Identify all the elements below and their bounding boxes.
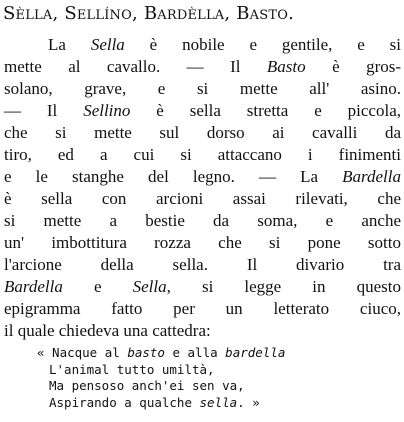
paragraph-line: [4, 298, 401, 320]
paragraph-line: [4, 276, 401, 298]
text-run: è gros-: [305, 57, 402, 76]
paragraph-line: [4, 320, 401, 342]
paragraph-line: [4, 254, 401, 276]
poem-line: [37, 362, 377, 379]
italic-term: Sellino: [83, 101, 131, 120]
paragraph-line: [4, 188, 401, 210]
entry-paragraph: [4, 34, 401, 342]
italic-term: Sella: [90, 35, 125, 54]
paragraph-line: [4, 166, 401, 188]
epigram-quote: [37, 345, 377, 411]
italic-term: Basto: [266, 57, 306, 76]
text-run: un' imbottitura rozza che si pone sotto: [4, 233, 401, 252]
paragraph-line: [4, 100, 401, 122]
text-run: che si mette sul dorso ai cavalli da: [4, 123, 401, 142]
italic-term: basto: [127, 345, 165, 360]
paragraph-line: [4, 56, 401, 78]
text-run: è sella stretta e piccola,: [130, 101, 401, 120]
text-run: si mette a bestie da soma, e anche: [4, 211, 401, 230]
text-run: e: [62, 277, 133, 296]
italic-term: Sella: [132, 277, 167, 296]
poem-line: [37, 378, 377, 395]
text-run: epigramma fatto per un letterato ciuco,: [4, 299, 401, 318]
italic-term: sella: [199, 394, 238, 410]
text-run: , si legge in questo: [166, 277, 401, 296]
poem-line: [37, 395, 377, 412]
poem-line: [37, 345, 377, 362]
paragraph-line: [4, 122, 401, 144]
text-run: La: [48, 35, 91, 54]
paragraph-line: [4, 78, 401, 100]
text-run: tiro, ed a cui si attaccano i finimenti: [4, 145, 401, 164]
text-run: Ma pensoso anch'ei sen va,: [49, 378, 245, 393]
text-run: è sella con arcioni assai rilevati, che: [4, 189, 401, 208]
text-run: solano, grave, e si mette all' asino.: [4, 79, 401, 98]
text-run: il quale chiedeva una cattedra:: [4, 321, 211, 340]
italic-term: bardella: [225, 345, 286, 360]
text-run: mette al cavallo. — Il: [4, 57, 267, 76]
entry-heading: Sèlla, Sellíno, Bardèlla, Basto.: [3, 3, 295, 24]
text-run: — Il: [4, 101, 84, 120]
paragraph-line: [4, 232, 401, 254]
text-run: l'arcione della sella. Il divario tra: [4, 255, 401, 274]
text-run: « Nacque al: [37, 345, 128, 360]
text-run: L'animal tutto umiltà,: [49, 361, 215, 377]
text-run: e le stanghe del legno. — La: [4, 167, 343, 186]
paragraph-line: [4, 144, 401, 166]
text-run: e alla: [164, 345, 226, 360]
text-run: Aspirando a qualche: [49, 394, 200, 410]
paragraph-line: [4, 210, 401, 232]
text-run: è nobile e gentile, e si: [124, 35, 401, 54]
paragraph-line: [4, 34, 401, 56]
italic-term: Bardella: [342, 167, 401, 186]
text-run: . »: [237, 394, 260, 410]
italic-term: Bardella: [4, 277, 63, 296]
